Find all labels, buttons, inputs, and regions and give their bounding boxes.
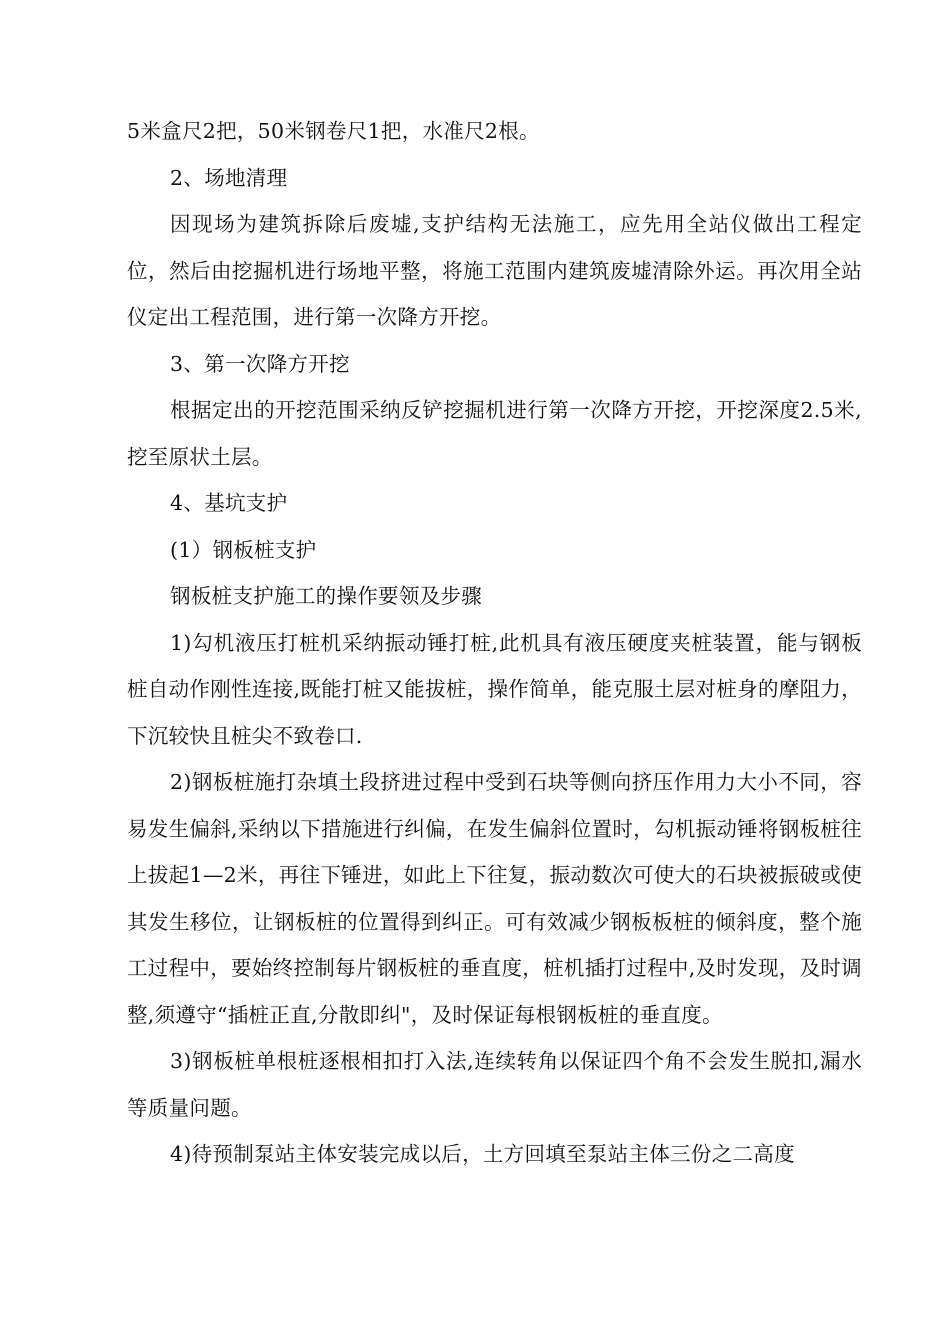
paragraph-step-3: 3)钢板桩单根桩逐根相扣打入法,连续转角以保证四个角不会发生脱扣,漏水等质量问题。 <box>127 1049 862 1120</box>
paragraph-tools-list: 5米盒尺2把，50米钢卷尺1把，水准尺2根。 <box>127 119 540 143</box>
paragraph-step-2: 2)钢板桩施打杂填土段挤进过程中受到石块等侧向挤压作用力大小不同，容易发生偏斜,采纳以下措施进行纠偏，在发生偏斜位置时，勾机振动锤将钢板桩往上拔起1—2米，再往下锤进，如此上下往复，振动数次可使大的石块被振破或使其发生移位，让钢板桩的位置得到纠正。可有效减少钢板板桩的倾斜度，整个施工过程中，要始终控制每片钢板桩的垂直度，桩机插打过程中,及时发现，及时调整,须遵守“插桩正直,分散即纠"，及时保证每根钢板桩的垂直度。 <box>127 770 862 1027</box>
subheading-sheet-pile-support: (1）钢板桩支护 <box>170 537 317 562</box>
heading-pit-support: 4、基坑支护 <box>170 491 288 515</box>
paragraph-first-excavation: 根据定出的开挖范围采纳反铲挖掘机进行第一次降方开挖，开挖深度2.5米,挖至原状土层。 <box>127 398 862 469</box>
heading-site-clearing: 2、场地清理 <box>170 165 288 190</box>
document-body <box>127 108 862 1178</box>
paragraph-site-clearing: 因现场为建筑拆除后废墟,支护结构无法施工，应先用全站仪做出工程定位，然后由挖掘机进行场地平整，将施工范围内建筑废墟清除外运。再次用全站仪定出工程范围，进行第一次降方开挖。 <box>127 212 862 329</box>
paragraph-sheet-pile-steps-title: 钢板桩支护施工的操作要领及步骤 <box>170 584 483 608</box>
paragraph-step-4: 4)待预制泵站主体安装完成以后，土方回填至泵站主体三份之二高度 <box>170 1142 795 1166</box>
paragraph-step-1: 1)勾机液压打桩机采纳振动锤打桩,此机具有液压硬度夹桩装置，能与钢板桩自动作刚性连接,既能打桩又能拔桩，操作简单，能克服土层对桩身的摩阻力，下沉较快且桩尖不致卷口. <box>127 630 862 748</box>
heading-first-excavation: 3、第一次降方开挖 <box>170 351 350 376</box>
